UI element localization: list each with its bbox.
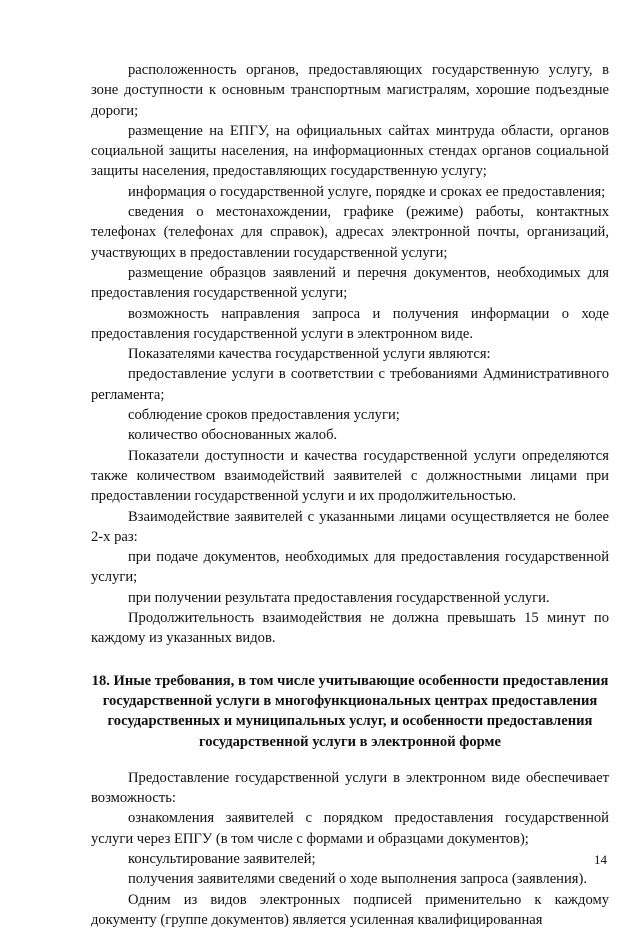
paragraph: возможность направления запроса и получения информации о ходе предоставления государственной услуги в электронном виде.	[91, 305, 609, 342]
paragraph: размещение на ЕПГУ, на официальных сайтах минтруда области, органов социальной защиты населения, на информационных стендах органов социальной защиты населения, предоставляющих государственную услугу;	[91, 122, 609, 180]
paragraph: расположенность органов, предоставляющих государственную услугу, в зоне доступности к основным транспортным магистралям, хорошие подъездные дороги;	[91, 62, 609, 119]
paragraph: Предоставление государственной услуги в электронном виде обеспечивает возможность:	[91, 769, 609, 807]
paragraph: Показатели доступности и качества государственной услуги определяются также количеством взаимодействий заявителей с должностными лицами при предоставлении государственной услуги и их продолжительностью.	[91, 447, 609, 505]
page-number: 14	[594, 852, 607, 867]
paragraph: размещение образцов заявлений и перечня документов, необходимых для предоставления государственной услуги;	[91, 264, 609, 302]
paragraph: количество обоснованных жалоб.	[128, 427, 338, 444]
document-body	[91, 60, 609, 930]
paragraph: Одним из видов электронных подписей применительно к каждому документу (группе документов) является усиленная квалифицированная	[91, 891, 609, 928]
paragraph: ознакомления заявителей с порядком предоставления государственной услуги через ЕПГУ (в том числе с формами и образцами документов);	[91, 810, 609, 847]
paragraph: соблюдение сроков предоставления услуги;	[128, 407, 400, 424]
paragraph: предоставление услуги в соответствии с требованиями Административного регламента;	[91, 366, 609, 403]
paragraph: информация о государственной услуге, порядке и сроках ее предоставления;	[128, 183, 606, 200]
paragraph: при получении результата предоставления государственной услуги.	[128, 589, 550, 606]
paragraph: Показателями качества государственной услуги являются:	[128, 346, 491, 363]
paragraph: Продолжительность взаимодействия не должна превышать 15 минут по каждому из указанных видов.	[91, 610, 609, 647]
paragraph: Взаимодействие заявителей с указанными лицами осуществляется не более 2-х раз:	[91, 508, 609, 545]
paragraph: сведения о местонахождении, графике (режиме) работы, контактных телефонах (телефонах для справок), адресах электронной почты, организаций, участвующих в предоставлении государственной услуги;	[91, 204, 609, 261]
paragraph: консультирование заявителей;	[128, 850, 316, 867]
paragraph: при подаче документов, необходимых для предоставления государственной услуги;	[91, 549, 609, 586]
paragraph: получения заявителями сведений о ходе выполнения запроса (заявления).	[128, 871, 588, 888]
section-heading: 18. Иные требования, в том числе учитывающие особенности предоставления государственной услуги в многофункциональных центрах предоставления государственных и муниципальных услуг, и особенности предоставления государственной услуги в электронной форме	[91, 672, 609, 750]
